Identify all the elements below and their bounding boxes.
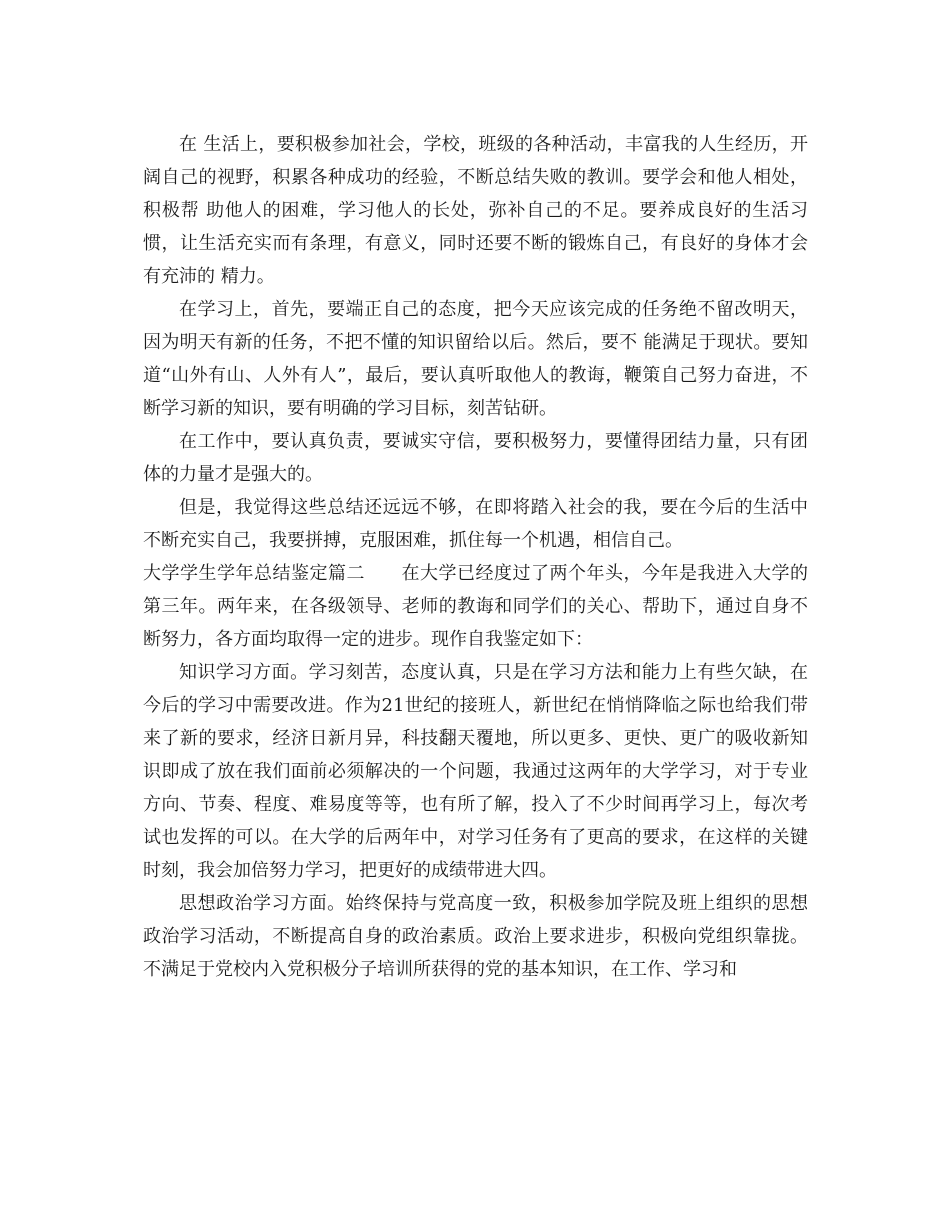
paragraph-study: 在学习上，首先，要端正自己的态度，把今天应该完成的任务绝不留改明天，因为明天有新的任务，不把不懂的知识留给以后。然后，要不 能满足于现状。要知道“山外有山、人外有人”，最后，要认真听取他人的教诲，鞭策自己努力奋进，不断学习新的知识，要有明确的学习目标，刻苦钻研。 — [143, 299, 808, 419]
document-body — [143, 128, 808, 986]
section2-intro — [143, 557, 808, 656]
section2-heading: 大学学生学年总结鉴定篇二 — [143, 563, 365, 584]
paragraph-conclusion: 但是，我觉得这些总结还远远不够，在即将踏入社会的我，要在今后的生活中不断充实自己，我要拼搏，克服困难，抓住每一个机遇，相信自己。 — [143, 497, 808, 551]
paragraph-life: 在 生活上，要积极参加社会，学校，班级的各种活动，丰富我的人生经历，开阔自己的视野，积累各种成功的经验，不断总结失败的教训。要学会和他人相处，积极帮 助他人的困难，学习他人的长处，弥补自己的不足。要养成良好的生活习惯，让生活充实而有条理，有意义，同时还要不断的锻炼自己，有良好的身体才会有充沛的 精力。 — [143, 134, 808, 287]
section2-lead-text: 在大学已经度过了两个年头，今年是我进入大学的第三年。两年来，在各级领导、老师的教诲和同学们的关心、帮助下，通过自身不断努力，各方面均取得一定的进步。现作自我鉴定如下： — [143, 563, 808, 650]
paragraph-knowledge-study: 知识学习方面。学习刻苦，态度认真，只是在学习方法和能力上有些欠缺，在今后的学习中需要改进。作为21世纪的接班人，新世纪在悄悄降临之际也给我们带来了新的要求，经济日新月异，科技翻天覆地，所以更多、更快、更广的吸收新知识即成了放在我们面前必须解决的一个问题，我通过这两年的大学学习，对于专业方向、节奏、程度、难易度等等，也有所了解，投入了不少时间再学习上，每次考试也发挥的可以。在大学的后两年中，对学习任务有了更高的要求，在这样的关键时刻，我会加倍努力学习，把更好的成绩带进大四。 — [143, 662, 808, 881]
paragraph-work: 在工作中，要认真负责，要诚实守信，要积极努力，要懂得团结力量，只有团体的力量才是强大的。 — [143, 431, 808, 485]
paragraph-political-study: 思想政治学习方面。始终保持与党高度一致，积极参加学院及班上组织的思想政治学习活动，不断提高自身的政治素质。政治上要求进步，积极向党组织靠拢。不满足于党校内入党积极分子培训所获得的党的基本知识，在工作、学习和 — [143, 893, 808, 980]
